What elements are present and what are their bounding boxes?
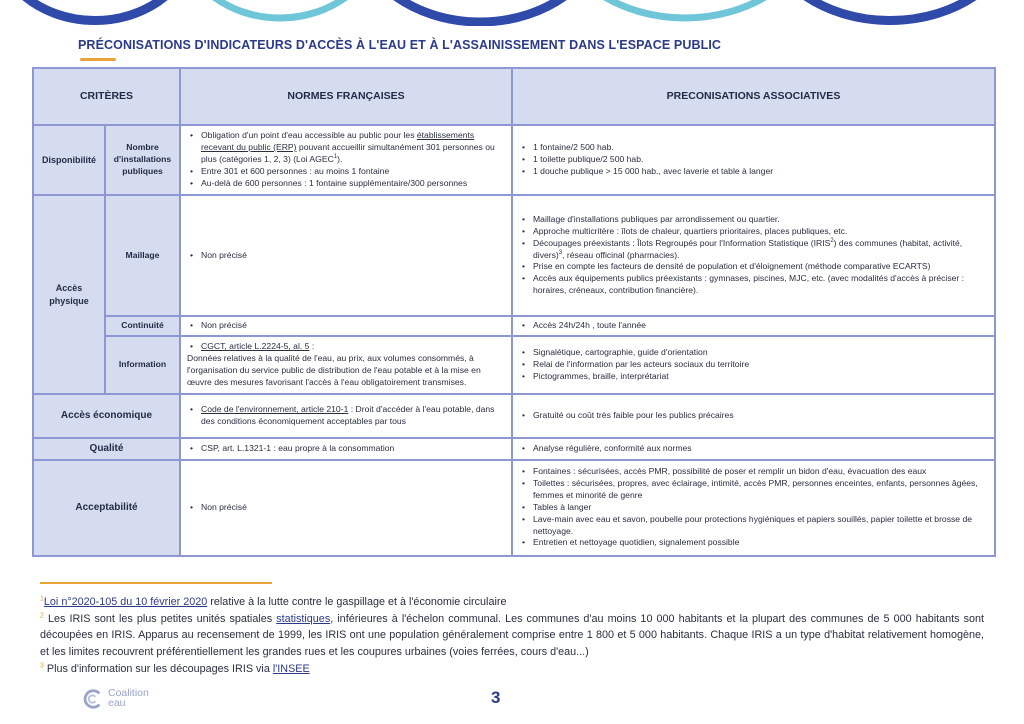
page-number: 3 [491, 688, 501, 707]
table-header-row [33, 68, 995, 125]
table-row-information [33, 336, 995, 394]
list-item: • Entre 301 et 600 personnes : au moins 1 fontaine [187, 166, 505, 178]
list-item: • Non précisé [187, 320, 505, 332]
list-item: • Signalétique, cartographie, guide d'orientation [519, 347, 988, 359]
norms-qualite [180, 438, 512, 460]
table-row-maillage [33, 195, 995, 316]
insee-link[interactable]: l'INSEE [272, 662, 310, 675]
list-item: • Lave-main avec eau et savon, poubelle pour protections hygiéniques et papiers souillés, papier toilette et brosse de nettoyage. [519, 514, 988, 538]
coalition-eau-logo [82, 688, 149, 710]
logo-c-icon [82, 688, 104, 710]
criterion-disponibilite: Disponibilité [33, 125, 105, 195]
loi-agec-link[interactable]: Loi n°2020-105 du 10 février 2020 [43, 596, 208, 608]
cgct-link[interactable]: CGCT, article L.2224-5, al. 5 [201, 341, 310, 352]
recs-information [512, 336, 995, 394]
list-item: • CSP, art. L.1321-1 : eau propre à la consommation [187, 443, 505, 455]
table-row-acces-economique [33, 394, 995, 438]
footnote-3: $^3$ Plus d'information sur les découpages IRIS via l'INSEE [40, 662, 310, 675]
list-item: • Pictogrammes, braille, interprétariat [519, 371, 988, 383]
list-item: • Approche multicritère : îlots de chaleur, quartiers prioritaires, places publiques, etc. [519, 226, 988, 238]
list-item: • Gratuité ou coût très faible pour les publics précaires [519, 410, 988, 422]
header-recommendations: PRECONISATIONS ASSOCIATIVES [512, 68, 995, 125]
norms-information [180, 336, 512, 394]
footnotes [40, 594, 984, 678]
information-norm-text: Données relatives à la qualité de l'eau, au prix, aux volumes consommés, à l'organisation du service public de distribution de l'eau potable et à la mise en œuvre des mesures favorisant l'accès à l'eau obligatoirement transmises. [187, 353, 481, 387]
table-row-continuite [33, 316, 995, 336]
list-item: • Non précisé [187, 250, 505, 262]
header-criteria: CRITÈRES [33, 68, 180, 125]
subcriterion-nombre: Nombre d'installations publiques [105, 125, 180, 195]
indicators-table [32, 67, 996, 557]
list-item: • Au-delà de 600 personnes : 1 fontaine supplémentaire/300 personnes [187, 178, 505, 190]
recs-qualite [512, 438, 995, 460]
list-item: • Non précisé [187, 502, 505, 514]
list-item: • 1 douche publique > 15 000 hab., avec laverie et table à langer [519, 166, 988, 178]
norms-acceptabilite [180, 460, 512, 556]
list-item: • 1 fontaine/2 500 hab. [519, 142, 988, 154]
list-item: • Tables à langer [519, 502, 988, 514]
list-item: • Relai de l'information par les acteurs sociaux du territoire [519, 359, 988, 371]
list-item: • Toilettes : sécurisées, propres, avec éclairage, intimité, accès PMR, personnes enceintes, enfants, personnes âgées, femmes et minorité de genre [519, 478, 988, 502]
footnote-separator [40, 582, 272, 584]
list-item: • Entretien et nettoyage quotidien, signalement possible [519, 537, 988, 549]
list-item: • Accès aux équipements publics préexistants : gymnases, piscines, MJC, etc. (avec modalités d'accès à préciser : horaires, créneaux, contribution financière). [519, 273, 988, 297]
recs-continuite [512, 316, 995, 336]
erp-link[interactable]: établissements recevant du public (ERP) [201, 130, 475, 153]
statistiques-link[interactable]: statistiques [276, 612, 331, 625]
list-item: • Prise en compte les facteurs de densité de population et d'éloignement (méthode comparative ECARTS) [519, 261, 988, 273]
recs-maillage [512, 195, 995, 316]
list-item: • Obligation d'un point d'eau accessible au public pour les établissements recevant du public (ERP) pouvant accueillir simultanément 301 personnes ou plus (catégories 1, 2, 3) (Loi AGEC$^1$). [187, 130, 505, 166]
criterion-acces-economique: Accès économique [33, 394, 180, 438]
list-item: • Découpages préexistants : Îlots Regroupés pour l'Information Statistique (IRIS$^2$) des communes (habitat, activité, divers)$^3$, réseau officinal (pharmacies). [519, 238, 988, 262]
recs-acces-economique [512, 394, 995, 438]
subcriterion-information: Information [105, 336, 180, 394]
logo-line-1: Coalition [108, 687, 149, 700]
top-wave-decoration [0, 0, 1024, 26]
code-env-link[interactable]: Code de l'environnement, article 210-1 [201, 404, 349, 415]
logo-line-2: eau [108, 697, 126, 709]
criterion-qualite: Qualité [33, 438, 180, 460]
norms-disponibilite [180, 125, 512, 195]
header-norms: NORMES FRANÇAISES [180, 68, 512, 125]
list-item: • Accès 24h/24h , toute l'année [519, 320, 988, 332]
list-item: • Analyse régulière, conformité aux normes [519, 443, 988, 455]
table-row-qualite [33, 438, 995, 460]
table-row-disponibilite [33, 125, 995, 195]
footnote-1: $^1$Loi n°2020-105 du 10 février 2020 relative à la lutte contre le gaspillage et à l'économie circulaire [40, 595, 507, 608]
page-title: PRÉCONISATIONS D'INDICATEURS D'ACCÈS À L'EAU ET À L'ASSAINISSEMENT DANS L'ESPACE PUBLIC [78, 38, 722, 52]
recs-disponibilite [512, 125, 995, 195]
subcriterion-continuite: Continuité [105, 316, 180, 336]
list-item: • CGCT, article L.2224-5, al. 5 : [187, 341, 505, 353]
table-row-acceptabilite [33, 460, 995, 556]
criterion-acces-physique: Accès physique [33, 195, 105, 394]
list-item: • Code de l'environnement, article 210-1 : Droit d'accéder à l'eau potable, dans des conditions économiquement acceptables par tous [187, 404, 505, 428]
norms-maillage [180, 195, 512, 316]
norms-acces-economique [180, 394, 512, 438]
criterion-acceptabilite: Acceptabilité [33, 460, 180, 556]
title-underline [80, 58, 116, 61]
footnote-2: $^2$ Les IRIS sont les plus petites unités spatiales statistiques, inférieures à l'échelon communal. Les communes d'au moins 10 000 habitants et la plupart des communes de 5 000 habitants sont découpées en IRIS. Apparus au recensement de 1999, les IRIS ont une population généralement comprise entre 1 800 et 5 000 habitants. Chaque IRIS a un type d'habitat relativement homogène, et les limites recouvrent préférentiellement les grandes rues et les coupures urbaines (voies ferrées, cours d'eau...) [40, 612, 985, 659]
list-item: • 1 toilette publique/2 500 hab. [519, 154, 988, 166]
list-item: • Fontaines : sécurisées, accès PMR, possibilité de poser et remplir un bidon d'eau, évacuation des eaux [519, 466, 988, 478]
list-item: • Maillage d'installations publiques par arrondissement ou quartier. [519, 214, 988, 226]
subcriterion-maillage: Maillage [105, 195, 180, 316]
norms-continuite [180, 316, 512, 336]
recs-acceptabilite [512, 460, 995, 556]
